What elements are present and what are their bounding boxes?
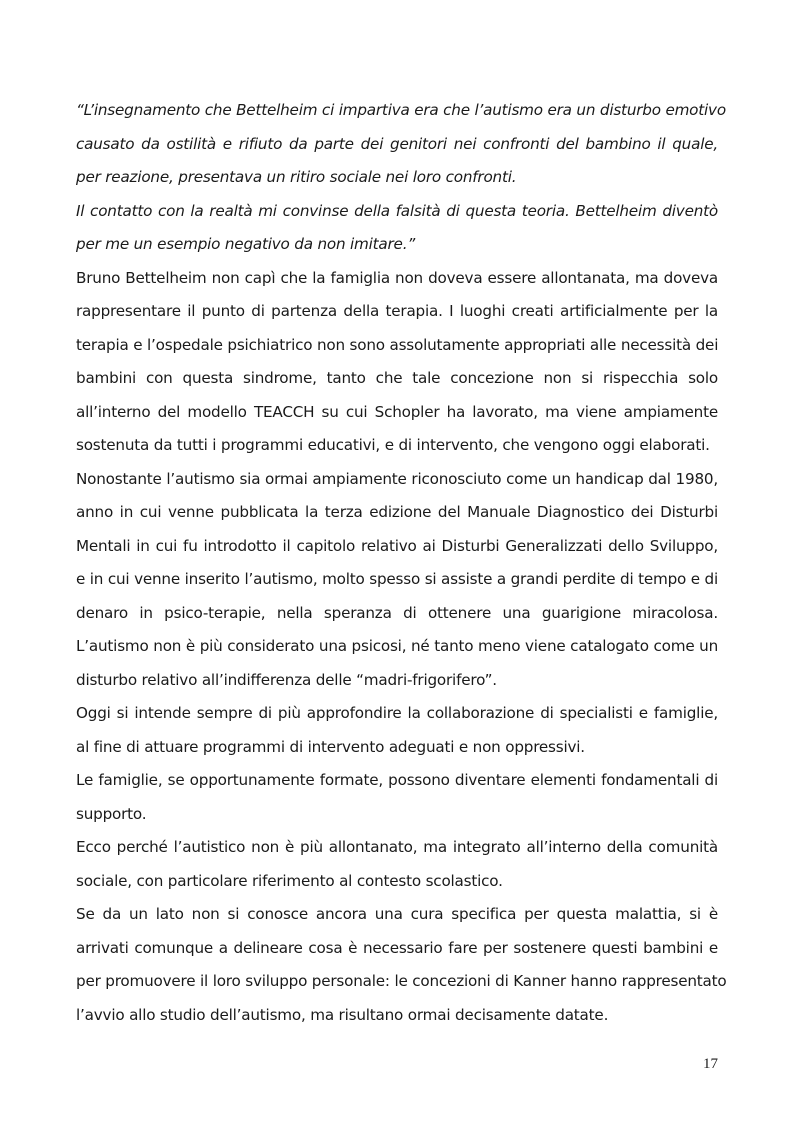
page-number: 17 <box>703 1056 718 1072</box>
body-paragraph <box>76 898 727 1032</box>
text-line: denaro in psico-terapie, nella speranza di ottenere una guarigione miracolosa. <box>76 603 718 622</box>
text-line: rappresentare il punto di partenza della terapia. I luoghi creati artificialmente per la <box>76 302 718 320</box>
body-paragraph <box>76 463 718 698</box>
text-line: per reazione, presentava un ritiro sociale nei loro confronti. <box>76 168 517 186</box>
text-line: l’avvio allo studio dell’autismo, ma risultano ormai decisamente datate. <box>76 1005 609 1024</box>
text-line: terapia e l’ospedale psichiatrico non sono assolutamente appropriati alle necessità dei <box>76 335 719 354</box>
text-line: all’interno del modello TEACCH su cui Schopler ha lavorato, ma viene ampiamente <box>76 402 718 421</box>
text-line: per promuovere il loro sviluppo personale: le concezioni di Kanner hanno rappresentato <box>76 972 727 990</box>
text-line: e in cui venne inserito l’autismo, molto spesso si assiste a grandi perdite di tempo e di <box>76 570 719 588</box>
text-line: L’autismo non è più considerato una psicosi, né tanto meno viene catalogato come un <box>76 637 718 655</box>
text-line: anno in cui venne pubblicata la terza edizione del Manuale Diagnostico dei Disturbi <box>76 503 718 521</box>
text-line: Ecco perché l’autistico non è più allontanato, ma integrato all’interno della comunità <box>76 838 718 856</box>
text-line: Mentali in cui fu introdotto il capitolo relativo ai Disturbi Generalizzati dello Sviluppo, <box>76 536 718 555</box>
quote-paragraph <box>76 94 726 195</box>
text-line: causato da ostilità e rifiuto da parte dei genitori nei confronti del bambino il quale, <box>76 134 718 153</box>
quote-paragraph <box>76 195 718 262</box>
text-line: al fine di attuare programmi di intervento adeguati e non oppressivi. <box>76 737 585 756</box>
text-line: arrivati comunque a delineare cosa è necessario fare per sostenere questi bambini e <box>76 938 718 957</box>
body-paragraph <box>76 764 718 831</box>
text-line: Il contatto con la realtà mi convinse della falsità di questa teoria. Bettelheim diventò <box>76 201 718 220</box>
text-line: Se da un lato non si conosce ancora una cura specifica per questa malattia, si è <box>76 905 718 923</box>
quote-block <box>76 94 726 262</box>
text-line: Bruno Bettelheim non capì che la famiglia non doveva essere allontanata, ma doveva <box>76 268 718 287</box>
text-line: bambini con questa sindrome, tanto che tale concezione non si rispecchia solo <box>76 369 718 387</box>
text-line: per me un esempio negativo da non imitare.” <box>76 235 415 253</box>
page-body <box>76 94 727 1032</box>
text-line: sostenuta da tutti i programmi educativi, e di intervento, che vengono oggi elaborati. <box>76 436 710 454</box>
body-paragraph <box>76 831 718 898</box>
body-paragraph <box>76 262 718 463</box>
body-paragraph <box>76 697 718 764</box>
text-line: Nonostante l’autismo sia ormai ampiamente riconosciuto come un handicap dal 1980, <box>76 469 718 488</box>
text-line: “L’insegnamento che Bettelheim ci impartiva era che l’autismo era un disturbo emotivo <box>76 101 726 119</box>
text-line: supporto. <box>76 804 147 823</box>
text-line: Oggi si intende sempre di più approfondire la collaborazione di specialisti e famiglie, <box>76 704 718 722</box>
text-line: disturbo relativo all’indifferenza delle “madri-frigorifero”. <box>76 670 497 689</box>
text-line: sociale, con particolare riferimento al contesto scolastico. <box>76 871 503 890</box>
text-line: Le famiglie, se opportunamente formate, possono diventare elementi fondamentali di <box>76 771 718 789</box>
